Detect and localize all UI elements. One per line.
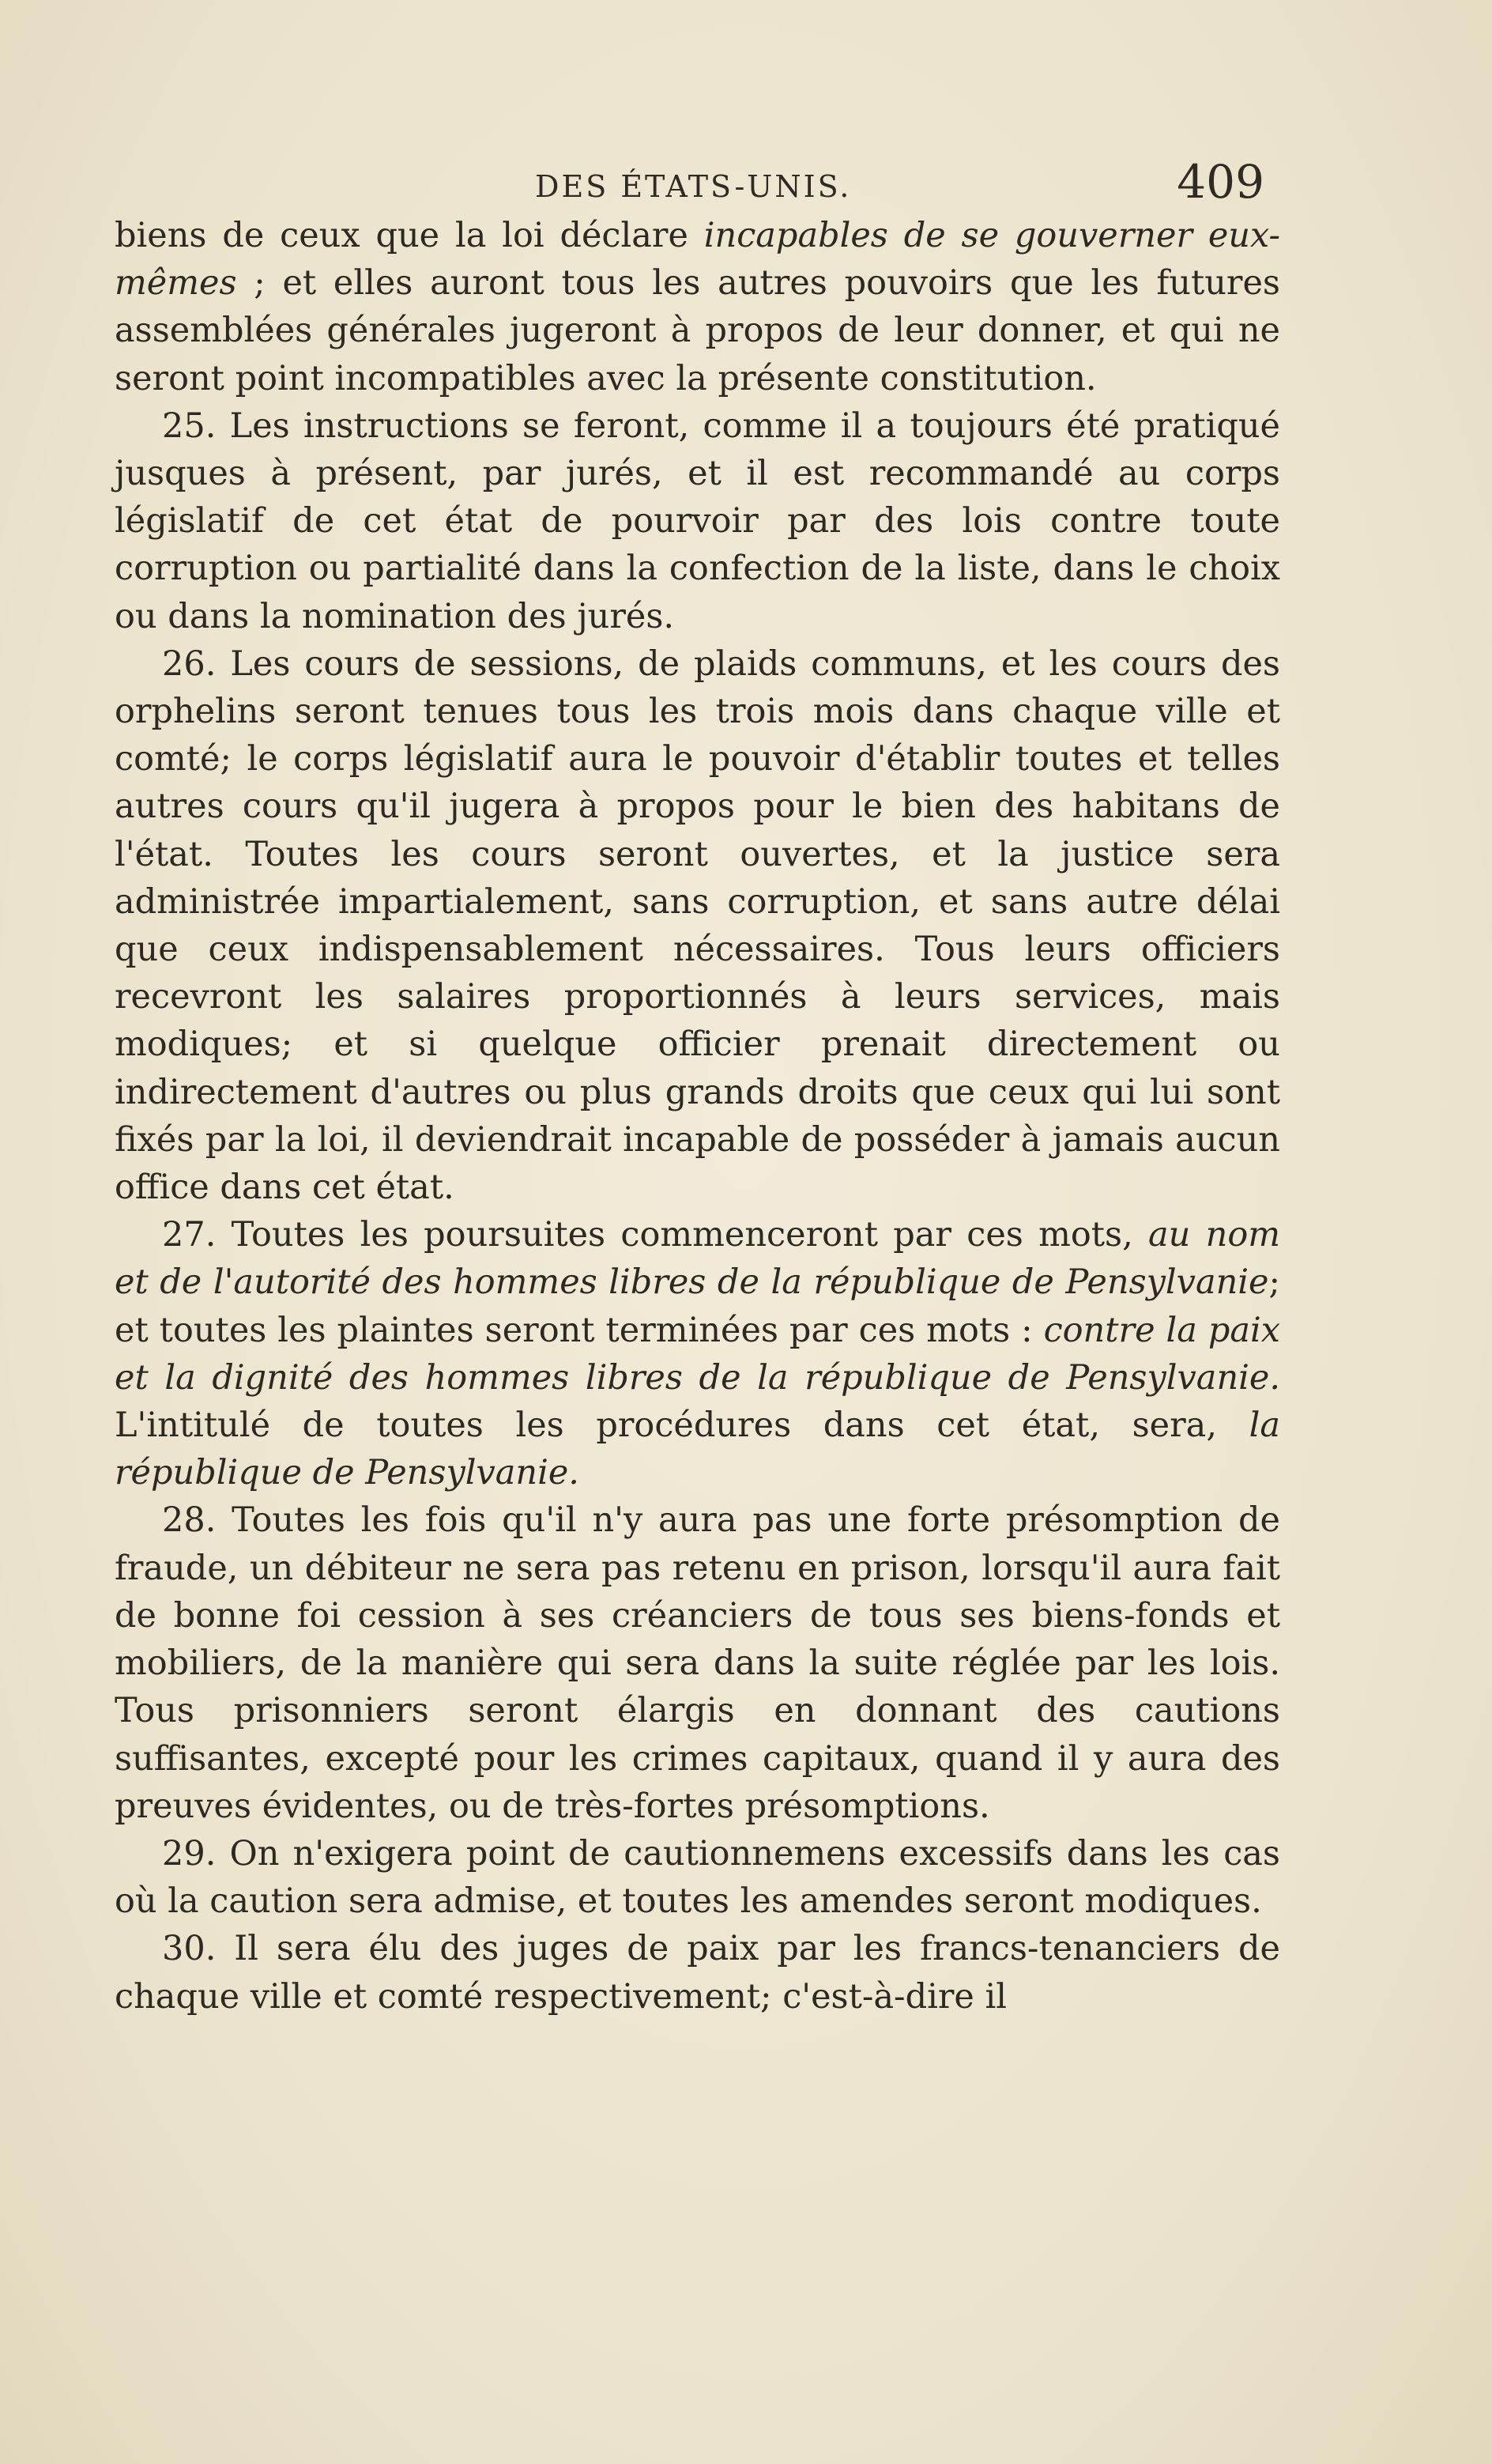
italic-text: la république de Pensylvanie.: [115, 1406, 1280, 1493]
paragraph: [115, 1496, 1280, 1829]
paragraph: [115, 1830, 1280, 1925]
text-run: 27. Toutes les poursuites commenceront par ces mots,: [162, 1215, 1149, 1255]
text-run: biens de ceux que la loi déclare: [115, 216, 704, 255]
paragraph: [115, 640, 1280, 1211]
text-run: 30. Il sera élu des juges de paix par les francs-tenanciers de chaque ville et comté respectivement; c'est-à-dire il: [115, 1929, 1280, 2017]
text-run: 25. Les instructions se feront, comme il a toujours été pratiqué jusques à présent, par jurés, et il est recommandé au corps législatif de cet état de pourvoir par des lois contre toute corruption ou partialité dans la confection de la liste, dans le choix ou dans la nomination des jurés.: [115, 406, 1280, 636]
italic-text: au nom et de l'autorité des hommes libres de la république de Pensylvanie: [115, 1215, 1280, 1303]
running-head: DES ÉTATS-UNIS.: [535, 169, 852, 204]
text-run: 28. Toutes les fois qu'il n'y aura pas une forte présomption de fraude, un débiteur ne sera pas retenu en prison, lorsqu'il aura fait de bonne foi cession à ses créanciers de tous ses biens-fonds et mobiliers, de la manière qui sera dans la suite réglée par les lois. Tous prisonniers seront élargis en donnant des cautions suffisantes, excepté pour les crimes capitaux, quand il y aura des preuves évidentes, ou de très-fortes présomptions.: [115, 1500, 1280, 1826]
paragraph: [115, 1925, 1280, 2020]
text-run: 29. On n'exigera point de cautionnemens excessifs dans les cas où la caution sera admise, et toutes les amendes seront modiques.: [115, 1833, 1280, 1922]
paragraph: [115, 1211, 1280, 1496]
italic-text: contre la paix et la dignité des hommes libres de la république de Pensylvanie.: [115, 1310, 1280, 1398]
page-header: [115, 155, 1272, 210]
paragraph: [115, 402, 1280, 640]
body-text: [115, 212, 1280, 2021]
text-run: 26. Les cours de sessions, de plaids communs, et les cours des orphelins seront tenues tous les trois mois dans chaque ville et comté; le corps législatif aura le pouvoir d'établir toutes et telles autres cours qu'il jugera à propos pour le bien des habitans de l'état. Toutes les cours seront ouvertes, et la justice sera administrée impartialement, sans corruption, et sans autre délai que ceux indispensablement nécessaires. Tous leurs officiers recevront les salaires proportionnés à leurs services, mais modiques; et si quelque officier prenait directement ou indirectement d'autres ou plus grands droits que ceux qui lui sont fixés par la loi, il deviendrait incapable de posséder à jamais aucun office dans cet état.: [115, 643, 1280, 1208]
text-run: L'intitulé de toutes les procédures dans cet état, sera,: [115, 1406, 1249, 1446]
text-run: ; et toutes les plaintes seront terminées par ces mots :: [115, 1262, 1280, 1350]
paragraph: [115, 212, 1280, 402]
italic-text: incapables de se gouverner eux-mêmes: [115, 216, 1280, 304]
text-run: ; et elles auront tous les autres pouvoirs que les futures assemblées générales jugeront à propos de leur donner, et qui ne seront point incompatibles avec la présente constitution.: [115, 263, 1280, 398]
page-number: 409: [1177, 155, 1264, 209]
